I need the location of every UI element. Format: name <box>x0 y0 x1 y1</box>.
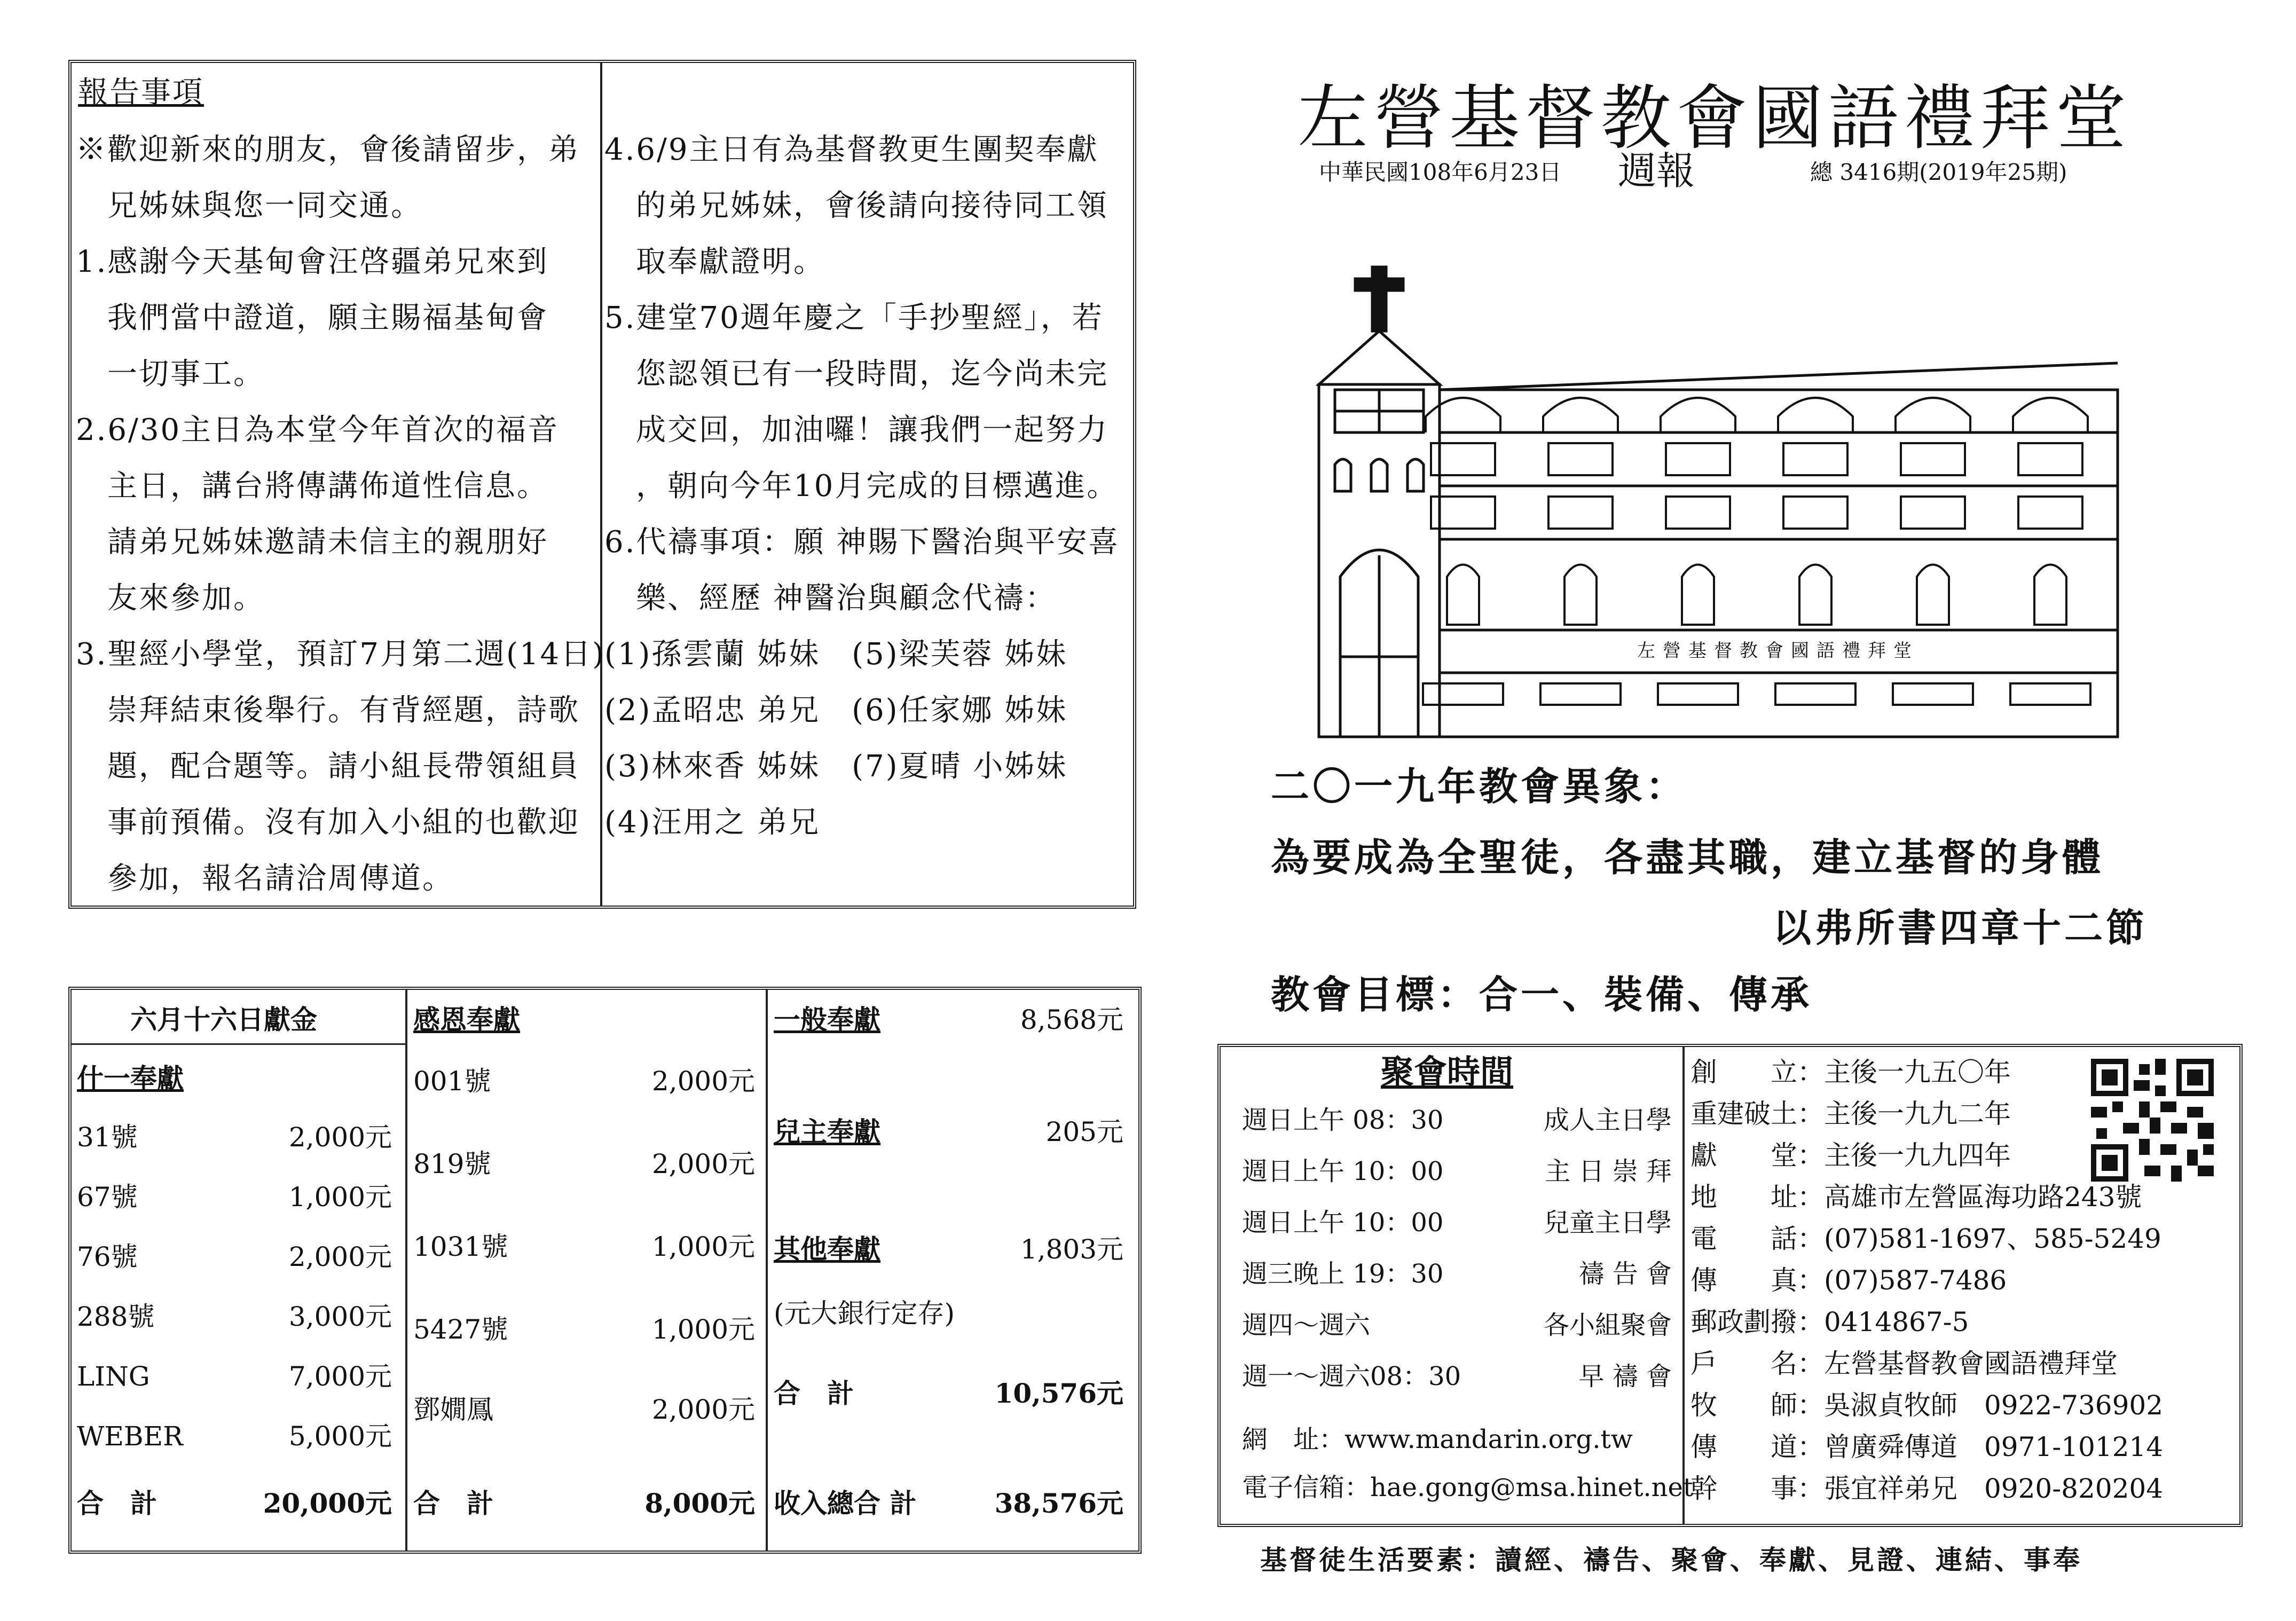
general-label: 一般奉獻 <box>774 1004 880 1035</box>
tithe-amount: 2,000元 <box>288 1241 392 1272</box>
meeting-event: 主 日 崇 拜 <box>1545 1156 1672 1186</box>
meeting-event: 各小組聚會 <box>1543 1310 1672 1340</box>
church-title: 左營基督教會國語禮拜堂 <box>1298 77 2132 160</box>
christian-life-essentials: 基督徒生活要素：讀經、禱告、聚會、奉獻、見證、連結、事奉 <box>1260 1544 2082 1576</box>
meeting-time: 週日上午 08：30 <box>1242 1105 1444 1135</box>
church-info-line: 獻 堂：主後一九九四年 <box>1690 1140 2011 1171</box>
thanks-amount: 2,000元 <box>651 1394 755 1425</box>
tithe-donor: WEBER <box>77 1421 183 1452</box>
divider <box>405 990 407 1551</box>
offering-date-title: 六月十六日獻金 <box>130 1004 317 1035</box>
church-info-line: 郵政劃撥：0414867-5 <box>1690 1307 1969 1337</box>
announcement-line: 的弟兄姊妹，會後請向接待同工領 <box>604 188 1108 223</box>
general-amount: 8,568元 <box>1020 1004 1123 1035</box>
announcements-left-column <box>72 63 606 906</box>
thanks-donor: 鄧嫺鳳 <box>413 1394 493 1425</box>
meeting-info-box <box>1217 1044 2243 1527</box>
tithe-total: 20,000元 <box>263 1488 392 1519</box>
announcement-line: 5.建堂70週年慶之「手抄聖經」，若 <box>604 301 1104 335</box>
other-label: 其他奉獻 <box>774 1233 880 1265</box>
email: 電子信箱：hae.gong@msa.hinet.net <box>1242 1473 1694 1502</box>
church-info-line: 傳 真：(07)587-7486 <box>1690 1265 2007 1296</box>
announcement-line: 崇拜結束後舉行。有背經題，詩歌 <box>76 693 580 728</box>
church-info-line: 重建破土：主後一九九二年 <box>1690 1098 2011 1129</box>
meeting-time: 週日上午 10：00 <box>1242 1156 1444 1186</box>
offering-table <box>68 987 1142 1554</box>
divider <box>766 990 768 1551</box>
meeting-time: 週一～週六08：30 <box>1242 1362 1461 1391</box>
announcement-line: 4.6/9主日有為基督教更生團契奉獻 <box>604 132 1099 167</box>
tithe-donor: 31號 <box>77 1122 138 1153</box>
children-amount: 205元 <box>1045 1116 1123 1147</box>
building-sign: 左營基督教會國語禮拜堂 <box>1637 640 1919 662</box>
thanks-donor: 001號 <box>413 1066 491 1097</box>
church-building-illustration <box>1303 256 2136 753</box>
announcement-line: 3.聖經小學堂，預訂7月第二週(14日) <box>76 637 606 672</box>
announcement-line: 一切事工。 <box>76 357 265 391</box>
thanks-amount: 1,000元 <box>651 1231 755 1262</box>
church-info-line: 戶 名：左營基督教會國語禮拜堂 <box>1690 1348 2118 1379</box>
sum-amount: 10,576元 <box>994 1378 1123 1409</box>
tithe-donor: LING <box>77 1361 150 1392</box>
tithe-amount: 2,000元 <box>288 1122 392 1153</box>
thanks-amount: 2,000元 <box>651 1066 755 1097</box>
website: 網 址：www.mandarin.org.tw <box>1242 1425 1633 1454</box>
meeting-event: 早 禱 會 <box>1578 1362 1672 1391</box>
announcement-line: 友來參加。 <box>76 581 265 616</box>
announcement-line: 您認領已有一段時間，迄今尚未完 <box>604 357 1108 391</box>
thanks-donor: 5427號 <box>413 1314 508 1345</box>
announcement-line: 樂、經歷 神醫治與顧念代禱： <box>604 581 1057 616</box>
announcements-right-column <box>602 63 1133 906</box>
tithe-label: 什一奉獻 <box>77 1063 184 1094</box>
vision-heading: 二〇一九年教會異象： <box>1271 764 1688 809</box>
announcement-line: 1.感謝今天基甸會汪啓疆弟兄來到 <box>76 245 549 279</box>
tithe-amount: 3,000元 <box>288 1301 392 1332</box>
thanks-donor: 819號 <box>413 1148 491 1179</box>
church-info-line: 幹 事：張宜祥弟兄 0920-820204 <box>1690 1473 2164 1504</box>
tithe-total-label: 合 計 <box>77 1488 157 1519</box>
announcement-line: ，朝向今年10月完成的目標邁進。 <box>604 469 1119 503</box>
grand-total-amount: 38,576元 <box>994 1488 1123 1519</box>
thanks-total-label: 合 計 <box>413 1488 493 1519</box>
meetings-heading: 聚會時間 <box>1381 1052 1514 1091</box>
meeting-time: 週四～週六 <box>1242 1310 1371 1340</box>
announcement-line: 我們當中證道，願主賜福基甸會 <box>76 301 548 335</box>
meeting-event: 兒童主日學 <box>1543 1208 1672 1238</box>
announcements-heading: 報告事項 <box>78 75 204 110</box>
sum-label: 合 計 <box>774 1378 854 1409</box>
meeting-time: 週日上午 10：00 <box>1242 1208 1444 1238</box>
church-info-line: 地 址：高雄市左營區海功路243號 <box>1690 1182 2142 1213</box>
church-info-line: 電 話：(07)581-1697、585-5249 <box>1690 1223 2161 1254</box>
announcements-box <box>68 60 1136 909</box>
tithe-donor: 288號 <box>77 1301 155 1332</box>
church-goal: 教會目標：合一、裝備、傳承 <box>1271 972 1813 1017</box>
other-amount: 1,803元 <box>1020 1234 1123 1265</box>
grand-total-label: 收入總合 計 <box>774 1488 917 1519</box>
thanks-amount: 1,000元 <box>651 1314 755 1345</box>
announcement-line: 題，配合題等。請小組長帶領組員 <box>76 749 580 784</box>
announcement-line: 2.6/30主日為本堂今年首次的福音 <box>76 413 560 447</box>
qr-code-icon <box>2091 1059 2214 1182</box>
thanks-amount: 2,000元 <box>651 1148 755 1179</box>
church-info-line: 創 立：主後一九五〇年 <box>1690 1057 2011 1088</box>
bulletin-date: 中華民國108年6月23日 <box>1319 159 1562 185</box>
tithe-amount: 5,000元 <box>288 1421 392 1452</box>
vision-reference: 以弗所書四章十二節 <box>1773 905 2148 950</box>
children-label: 兒主奉獻 <box>774 1116 880 1147</box>
announcement-line: (3)林來香 姊妹 (7)夏晴 小姊妹 <box>604 749 1068 784</box>
announcement-line: ※歡迎新來的朋友，會後請留步，弟 <box>76 132 580 167</box>
meeting-event: 禱 告 會 <box>1578 1259 1672 1289</box>
divider <box>1682 1047 1685 1524</box>
meeting-time: 週三晚上 19：30 <box>1242 1259 1444 1289</box>
announcement-line: 兄姊妹與您一同交通。 <box>76 188 422 223</box>
announcement-line: 成交回，加油囉！讓我們一起努力 <box>604 413 1108 447</box>
thanks-label: 感恩奉獻 <box>413 1004 520 1035</box>
other-note: (元大銀行定存) <box>774 1298 955 1329</box>
thanks-total: 8,000元 <box>644 1488 755 1519</box>
announcement-line: 事前預備。沒有加入小組的也歡迎 <box>76 805 580 840</box>
vision-statement: 為要成為全聖徒，各盡其職，建立基督的身體 <box>1271 835 2104 880</box>
tithe-donor: 67號 <box>77 1182 138 1213</box>
tithe-amount: 1,000元 <box>288 1182 392 1213</box>
announcement-line: (1)孫雲蘭 姊妹 (5)梁芙蓉 姊妹 <box>604 637 1068 672</box>
bulletin-weekly: 週報 <box>1618 148 1695 193</box>
announcement-line: 主日，講台將傳講佈道性信息。 <box>76 469 548 503</box>
tithe-donor: 76號 <box>77 1241 138 1272</box>
bulletin-issue: 總 3416期(2019年25期) <box>1810 159 2067 185</box>
divider <box>72 1043 405 1045</box>
announcement-line: (2)孟昭忠 弟兄 (6)任家娜 姊妹 <box>604 693 1068 728</box>
church-info-line: 傳 道：曾廣舜傳道 0971-101214 <box>1690 1431 2164 1462</box>
announcement-line: 6.代禱事項：願 神賜下醫治與平安喜 <box>604 525 1120 560</box>
meeting-event: 成人主日學 <box>1543 1105 1672 1135</box>
announcement-line: 參加，報名請洽周傳道。 <box>76 861 454 896</box>
announcement-line: 請弟兄姊妹邀請未信主的親朋好 <box>76 525 548 560</box>
thanks-donor: 1031號 <box>413 1231 508 1262</box>
announcement-line: (4)汪用之 弟兄 <box>604 805 821 840</box>
tithe-amount: 7,000元 <box>288 1361 392 1392</box>
announcement-line: 取奉獻證明。 <box>604 245 825 279</box>
church-info-line: 牧 師：吳淑貞牧師 0922-736902 <box>1690 1390 2164 1421</box>
